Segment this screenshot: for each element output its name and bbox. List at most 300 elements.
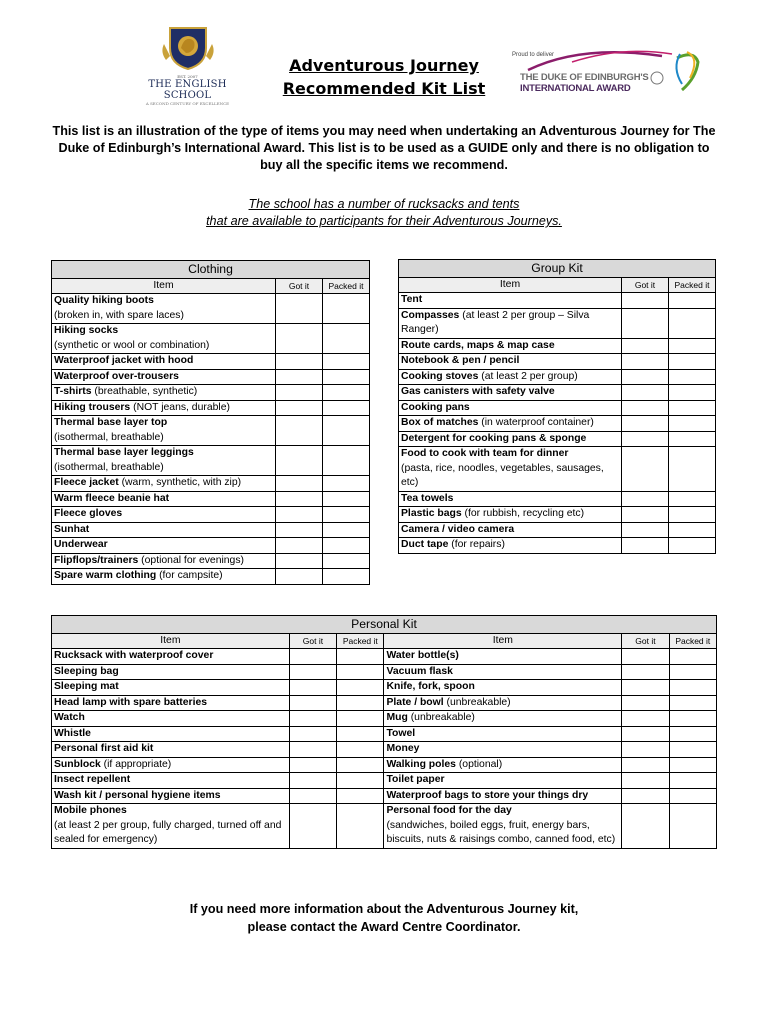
- item-name: Box of matches: [401, 417, 479, 428]
- item-name: Hiking trousers: [54, 401, 131, 413]
- got-it-checkbox[interactable]: [622, 447, 669, 492]
- packed-it-checkbox[interactable]: [337, 788, 384, 804]
- item-name: Thermal base layer leggings: [54, 447, 194, 458]
- crest-icon: [160, 26, 216, 70]
- packed-it-checkbox[interactable]: [323, 354, 370, 370]
- item-name: Personal first aid kit: [54, 743, 154, 754]
- item-cell: [52, 649, 290, 665]
- table-row: [52, 757, 717, 773]
- got-it-checkbox[interactable]: [276, 476, 323, 492]
- table-row: [399, 308, 716, 338]
- packed-it-checkbox[interactable]: [669, 695, 716, 711]
- item-cell: [384, 695, 622, 711]
- got-it-checkbox[interactable]: [276, 294, 323, 324]
- got-it-checkbox[interactable]: [622, 538, 669, 554]
- packed-it-checkbox[interactable]: [337, 773, 384, 789]
- got-it-checkbox[interactable]: [289, 649, 336, 665]
- item-note: (at least 2 per group, fully charged, turned off and sealed for emergency): [54, 819, 282, 845]
- packed-it-checkbox[interactable]: [323, 324, 370, 354]
- item-name: Sunblock: [54, 758, 101, 770]
- table-row: [52, 324, 370, 354]
- footer-line-1: If you need more information about the Adventurous Journey kit,: [189, 902, 579, 916]
- personal-kit-table-title: Personal Kit: [52, 616, 717, 634]
- school-motto: A SECOND CENTURY OF EXCELLENCE: [145, 101, 230, 106]
- item-cell: [399, 447, 622, 492]
- note-text: [50, 196, 718, 230]
- got-it-checkbox[interactable]: [622, 354, 669, 370]
- table-row: [399, 538, 716, 554]
- got-it-checkbox[interactable]: [622, 338, 669, 354]
- item-name: Hiking socks: [54, 325, 119, 336]
- item-cell: [52, 294, 276, 324]
- got-it-checkbox[interactable]: [276, 446, 323, 476]
- item-name: Plate / bowl: [386, 696, 444, 708]
- item-note: (NOT jeans, durable): [130, 401, 230, 413]
- item-name: Route cards, maps & map case: [401, 339, 555, 351]
- packed-it-checkbox[interactable]: [669, 726, 716, 742]
- item-note: (warm, synthetic, with zip): [118, 477, 242, 488]
- got-it-checkbox[interactable]: [289, 804, 336, 849]
- column-header-item: Item: [52, 279, 276, 294]
- item-name: Walking poles: [386, 758, 456, 770]
- packed-it-checkbox[interactable]: [337, 664, 384, 680]
- dofe-name-line-1: THE DUKE OF EDINBURGH'S: [520, 72, 649, 83]
- item-name: Mobile phones: [54, 805, 127, 816]
- table-row: [52, 726, 717, 742]
- table-row: [399, 400, 716, 416]
- item-cell: [399, 385, 622, 401]
- item-name: Water bottle(s): [386, 650, 459, 661]
- got-it-checkbox[interactable]: [276, 324, 323, 354]
- got-it-checkbox[interactable]: [622, 757, 669, 773]
- item-name: Personal food for the day: [386, 805, 512, 816]
- item-name: Warm fleece beanie hat: [54, 492, 170, 504]
- item-name: Whistle: [54, 727, 91, 739]
- item-name: Camera / video camera: [401, 523, 515, 535]
- item-cell: [52, 757, 290, 773]
- item-name: Plastic bags: [401, 508, 462, 519]
- item-note: (for rubbish, recycling etc): [461, 508, 585, 519]
- item-cell: [384, 773, 622, 789]
- got-it-checkbox[interactable]: [622, 742, 669, 758]
- packed-it-checkbox[interactable]: [337, 649, 384, 665]
- packed-it-checkbox[interactable]: [669, 400, 716, 416]
- item-cell: [52, 726, 290, 742]
- item-name: Fleece gloves: [54, 508, 123, 519]
- table-row: [52, 804, 717, 849]
- table-row: [52, 649, 717, 665]
- item-cell: [399, 354, 622, 370]
- got-it-checkbox[interactable]: [289, 773, 336, 789]
- table-row: [52, 553, 370, 569]
- packed-it-checkbox[interactable]: [669, 507, 716, 523]
- table-row: [399, 447, 716, 492]
- packed-it-checkbox[interactable]: [323, 416, 370, 446]
- got-it-checkbox[interactable]: [622, 522, 669, 538]
- item-name: Head lamp with spare batteries: [54, 696, 208, 708]
- table-row: [399, 338, 716, 354]
- packed-it-checkbox[interactable]: [337, 711, 384, 727]
- item-cell: [52, 711, 290, 727]
- item-name: Money: [386, 743, 420, 754]
- got-it-checkbox[interactable]: [289, 726, 336, 742]
- item-name: Underwear: [54, 539, 108, 550]
- footer-text: [50, 900, 718, 936]
- table-row: [399, 369, 716, 385]
- got-it-checkbox[interactable]: [622, 804, 669, 849]
- item-name: Towel: [386, 727, 416, 739]
- table-row: [52, 788, 717, 804]
- column-header-packed-it: Packed it: [337, 634, 384, 649]
- item-note: (isothermal, breathable): [54, 461, 164, 473]
- item-name: Cooking pans: [401, 401, 470, 413]
- item-name: Mug: [386, 712, 408, 723]
- note-line-1: The school has a number of rucksacks and tents: [248, 197, 520, 211]
- table-row: [52, 773, 717, 789]
- table-row: [52, 416, 370, 446]
- got-it-checkbox[interactable]: [276, 400, 323, 416]
- table-row: [52, 742, 717, 758]
- got-it-checkbox[interactable]: [289, 788, 336, 804]
- packed-it-checkbox[interactable]: [323, 400, 370, 416]
- packed-it-checkbox[interactable]: [337, 695, 384, 711]
- got-it-checkbox[interactable]: [622, 680, 669, 696]
- packed-it-checkbox[interactable]: [669, 431, 716, 447]
- school-name: THE ENGLISH SCHOOL: [148, 79, 227, 101]
- got-it-checkbox[interactable]: [622, 491, 669, 507]
- item-name: Thermal base layer top: [54, 417, 168, 428]
- got-it-checkbox[interactable]: [289, 664, 336, 680]
- table-row: [52, 491, 370, 507]
- got-it-checkbox[interactable]: [622, 695, 669, 711]
- got-it-checkbox[interactable]: [622, 400, 669, 416]
- packed-it-checkbox[interactable]: [669, 416, 716, 432]
- table-row: [52, 711, 717, 727]
- packed-it-checkbox[interactable]: [337, 726, 384, 742]
- table-row: [52, 446, 370, 476]
- item-cell: [52, 788, 290, 804]
- item-cell: [399, 400, 622, 416]
- item-note: (optional): [455, 758, 503, 770]
- item-name: Quality hiking boots: [54, 295, 154, 306]
- got-it-checkbox[interactable]: [276, 416, 323, 446]
- got-it-checkbox[interactable]: [622, 726, 669, 742]
- item-name: Toilet paper: [386, 774, 445, 785]
- group-kit-table-body: [399, 293, 716, 554]
- item-cell: [384, 711, 622, 727]
- packed-it-checkbox[interactable]: [669, 742, 716, 758]
- packed-it-checkbox[interactable]: [669, 308, 716, 338]
- packed-it-checkbox[interactable]: [337, 680, 384, 696]
- item-cell: [52, 695, 290, 711]
- packed-it-checkbox[interactable]: [323, 476, 370, 492]
- column-header-packed-it: Packed it: [323, 279, 370, 294]
- table-row: [52, 385, 370, 401]
- item-name: Duct tape: [401, 539, 449, 550]
- packed-it-checkbox[interactable]: [337, 757, 384, 773]
- item-cell: [52, 773, 290, 789]
- got-it-checkbox[interactable]: [289, 695, 336, 711]
- item-name: Insect repellent: [54, 774, 131, 785]
- item-cell: [399, 538, 622, 554]
- intro-text: This list is an illustration of the type of items you may need when undertaking an Adventurous Journey for The Duke of Edinburgh’s International Award. This list is to be used as a GUIDE only and there is no obligation to buy all the specific items we recommend.: [52, 124, 716, 172]
- packed-it-checkbox[interactable]: [669, 664, 716, 680]
- item-name: Waterproof bags to store your things dry: [386, 789, 589, 801]
- item-cell: [399, 416, 622, 432]
- table-row: [399, 507, 716, 523]
- item-cell: [384, 680, 622, 696]
- table-row: [52, 354, 370, 370]
- table-row: [52, 680, 717, 696]
- title-line-1: Adventurous Journey: [289, 56, 479, 75]
- got-it-checkbox[interactable]: [622, 431, 669, 447]
- item-cell: [52, 804, 290, 849]
- table-row: [52, 522, 370, 538]
- packed-it-checkbox[interactable]: [669, 338, 716, 354]
- got-it-checkbox[interactable]: [622, 369, 669, 385]
- got-it-checkbox[interactable]: [622, 649, 669, 665]
- table-row: [52, 569, 370, 585]
- got-it-checkbox[interactable]: [276, 354, 323, 370]
- dofe-logo: [512, 48, 702, 98]
- item-cell: [52, 553, 276, 569]
- dofe-name: [520, 72, 649, 94]
- got-it-checkbox[interactable]: [622, 507, 669, 523]
- table-row: [399, 354, 716, 370]
- personal-kit-table: [51, 615, 717, 849]
- table-row: [52, 695, 717, 711]
- item-name: Sleeping bag: [54, 665, 119, 677]
- packed-it-checkbox[interactable]: [669, 293, 716, 309]
- packed-it-checkbox[interactable]: [337, 804, 384, 849]
- footer-line-2: please contact the Award Centre Coordinator.: [247, 920, 521, 934]
- item-cell: [399, 491, 622, 507]
- packed-it-checkbox[interactable]: [337, 742, 384, 758]
- item-cell: [52, 385, 276, 401]
- got-it-checkbox[interactable]: [276, 569, 323, 585]
- item-cell: [52, 446, 276, 476]
- item-note: (breathable, synthetic): [91, 386, 198, 397]
- clothing-table-body: [52, 294, 370, 585]
- item-cell: [399, 308, 622, 338]
- item-note: (if appropriate): [100, 758, 172, 770]
- item-name: T-shirts: [54, 386, 92, 397]
- packed-it-checkbox[interactable]: [669, 385, 716, 401]
- table-row: [399, 431, 716, 447]
- item-cell: [399, 369, 622, 385]
- item-cell: [52, 400, 276, 416]
- item-name: Cooking stoves: [401, 370, 479, 382]
- packed-it-checkbox[interactable]: [323, 538, 370, 554]
- item-cell: [384, 664, 622, 680]
- item-note: (broken in, with spare laces): [54, 309, 184, 321]
- got-it-checkbox[interactable]: [622, 416, 669, 432]
- packed-it-checkbox[interactable]: [323, 294, 370, 324]
- packed-it-checkbox[interactable]: [323, 385, 370, 401]
- column-header-item: Item: [384, 634, 622, 649]
- item-cell: [52, 680, 290, 696]
- got-it-checkbox[interactable]: [622, 293, 669, 309]
- got-it-checkbox[interactable]: [276, 522, 323, 538]
- personal-kit-table-body: [52, 649, 717, 849]
- page-title: [268, 54, 500, 100]
- packed-it-checkbox[interactable]: [669, 354, 716, 370]
- got-it-checkbox[interactable]: [276, 538, 323, 554]
- item-cell: [399, 431, 622, 447]
- packed-it-checkbox[interactable]: [669, 522, 716, 538]
- packed-it-checkbox[interactable]: [669, 369, 716, 385]
- item-note: (at least 2 per group): [478, 370, 578, 382]
- table-row: [399, 522, 716, 538]
- item-cell: [384, 742, 622, 758]
- item-cell: [399, 507, 622, 523]
- got-it-checkbox[interactable]: [289, 757, 336, 773]
- packed-it-checkbox[interactable]: [669, 538, 716, 554]
- table-row: [52, 538, 370, 554]
- item-note: (at least 2 per group – Silva Ranger): [401, 309, 590, 335]
- item-note: (unbreakable): [443, 696, 511, 708]
- item-name: Food to cook with team for dinner: [401, 448, 569, 459]
- item-cell: [52, 324, 276, 354]
- item-cell: [52, 569, 276, 585]
- table-row: [52, 507, 370, 523]
- item-note: (for repairs): [448, 539, 505, 550]
- got-it-checkbox[interactable]: [276, 553, 323, 569]
- column-header-packed-it: Packed it: [669, 278, 716, 293]
- got-it-checkbox[interactable]: [276, 507, 323, 523]
- table-row: [399, 385, 716, 401]
- item-cell: [384, 649, 622, 665]
- item-cell: [52, 491, 276, 507]
- packed-it-checkbox[interactable]: [669, 711, 716, 727]
- item-name: Waterproof over-trousers: [54, 370, 179, 382]
- got-it-checkbox[interactable]: [622, 711, 669, 727]
- item-note: (pasta, rice, noodles, vegetables, sausages, etc): [401, 462, 604, 488]
- item-note: (unbreakable): [407, 712, 475, 723]
- got-it-checkbox[interactable]: [622, 385, 669, 401]
- item-cell: [52, 742, 290, 758]
- packed-it-checkbox[interactable]: [669, 680, 716, 696]
- item-name: Compasses: [401, 309, 460, 321]
- item-name: Wash kit / personal hygiene items: [54, 789, 221, 801]
- item-name: Knife, fork, spoon: [386, 681, 475, 692]
- item-note: (synthetic or wool or combination): [54, 339, 210, 351]
- got-it-checkbox[interactable]: [622, 773, 669, 789]
- item-name: Tent: [401, 294, 423, 305]
- table-row: [52, 400, 370, 416]
- table-row: [52, 294, 370, 324]
- column-header-got-it: Got it: [622, 634, 669, 649]
- packed-it-checkbox[interactable]: [669, 804, 716, 849]
- item-cell: [52, 369, 276, 385]
- dofe-name-line-2: INTERNATIONAL AWARD: [520, 83, 631, 94]
- item-name: Fleece jacket: [54, 477, 119, 488]
- packed-it-checkbox[interactable]: [669, 773, 716, 789]
- packed-it-checkbox[interactable]: [323, 491, 370, 507]
- item-cell: [52, 664, 290, 680]
- got-it-checkbox[interactable]: [622, 664, 669, 680]
- got-it-checkbox[interactable]: [276, 369, 323, 385]
- packed-it-checkbox[interactable]: [323, 553, 370, 569]
- packed-it-checkbox[interactable]: [669, 788, 716, 804]
- item-cell: [52, 476, 276, 492]
- item-name: Gas canisters with safety valve: [401, 386, 555, 397]
- got-it-checkbox[interactable]: [289, 680, 336, 696]
- item-note: (isothermal, breathable): [54, 431, 164, 443]
- clothing-table-title: Clothing: [52, 261, 370, 279]
- item-cell: [384, 726, 622, 742]
- got-it-checkbox[interactable]: [289, 711, 336, 727]
- packed-it-checkbox[interactable]: [669, 649, 716, 665]
- item-cell: [384, 788, 622, 804]
- item-cell: [52, 538, 276, 554]
- table-row: [52, 664, 717, 680]
- column-header-item: Item: [399, 278, 622, 293]
- column-header-got-it: Got it: [289, 634, 336, 649]
- got-it-checkbox[interactable]: [276, 491, 323, 507]
- packed-it-checkbox[interactable]: [669, 757, 716, 773]
- packed-it-checkbox[interactable]: [323, 446, 370, 476]
- packed-it-checkbox[interactable]: [323, 369, 370, 385]
- item-name: Spare warm clothing: [54, 570, 157, 581]
- title-line-2: Recommended Kit List: [282, 79, 486, 98]
- note-line-2: that are available to participants for their Adventurous Journeys.: [206, 214, 562, 228]
- packed-it-checkbox[interactable]: [669, 491, 716, 507]
- column-header-got-it: Got it: [276, 279, 323, 294]
- table-row: [52, 369, 370, 385]
- item-note: (in waterproof container): [478, 417, 594, 428]
- school-est: EST. 2007: [177, 74, 198, 79]
- item-name: Rucksack with waterproof cover: [54, 650, 214, 661]
- item-name: Notebook & pen / pencil: [401, 355, 520, 366]
- item-note: (for campsite): [156, 570, 223, 581]
- table-row: [399, 293, 716, 309]
- got-it-checkbox[interactable]: [289, 742, 336, 758]
- column-header-packed-it: Packed it: [669, 634, 716, 649]
- dofe-proud-text: Proud to deliver: [512, 52, 555, 58]
- item-cell: [52, 416, 276, 446]
- packed-it-checkbox[interactable]: [323, 507, 370, 523]
- item-cell: [399, 293, 622, 309]
- column-header-item: Item: [52, 634, 290, 649]
- table-row: [52, 476, 370, 492]
- got-it-checkbox[interactable]: [276, 385, 323, 401]
- table-row: [399, 491, 716, 507]
- item-cell: [399, 522, 622, 538]
- packed-it-checkbox[interactable]: [323, 522, 370, 538]
- item-note: (sandwiches, boiled eggs, fruit, energy bars, biscuits, nuts & raisings combo, canned food, etc): [386, 819, 616, 845]
- group-kit-table-title: Group Kit: [399, 260, 716, 278]
- item-cell: [52, 522, 276, 538]
- column-header-got-it: Got it: [622, 278, 669, 293]
- group-kit-table: [398, 259, 716, 554]
- got-it-checkbox[interactable]: [622, 308, 669, 338]
- item-cell: [52, 354, 276, 370]
- item-cell: [384, 804, 622, 849]
- packed-it-checkbox[interactable]: [669, 447, 716, 492]
- item-name: Watch: [54, 712, 85, 723]
- school-logo: [130, 26, 245, 106]
- item-cell: [52, 507, 276, 523]
- packed-it-checkbox[interactable]: [323, 569, 370, 585]
- item-cell: [399, 338, 622, 354]
- got-it-checkbox[interactable]: [622, 788, 669, 804]
- item-name: Waterproof jacket with hood: [54, 355, 194, 366]
- item-name: Sunhat: [54, 523, 90, 535]
- clothing-table: [51, 260, 370, 585]
- item-note: (optional for evenings): [138, 554, 244, 566]
- table-row: [399, 416, 716, 432]
